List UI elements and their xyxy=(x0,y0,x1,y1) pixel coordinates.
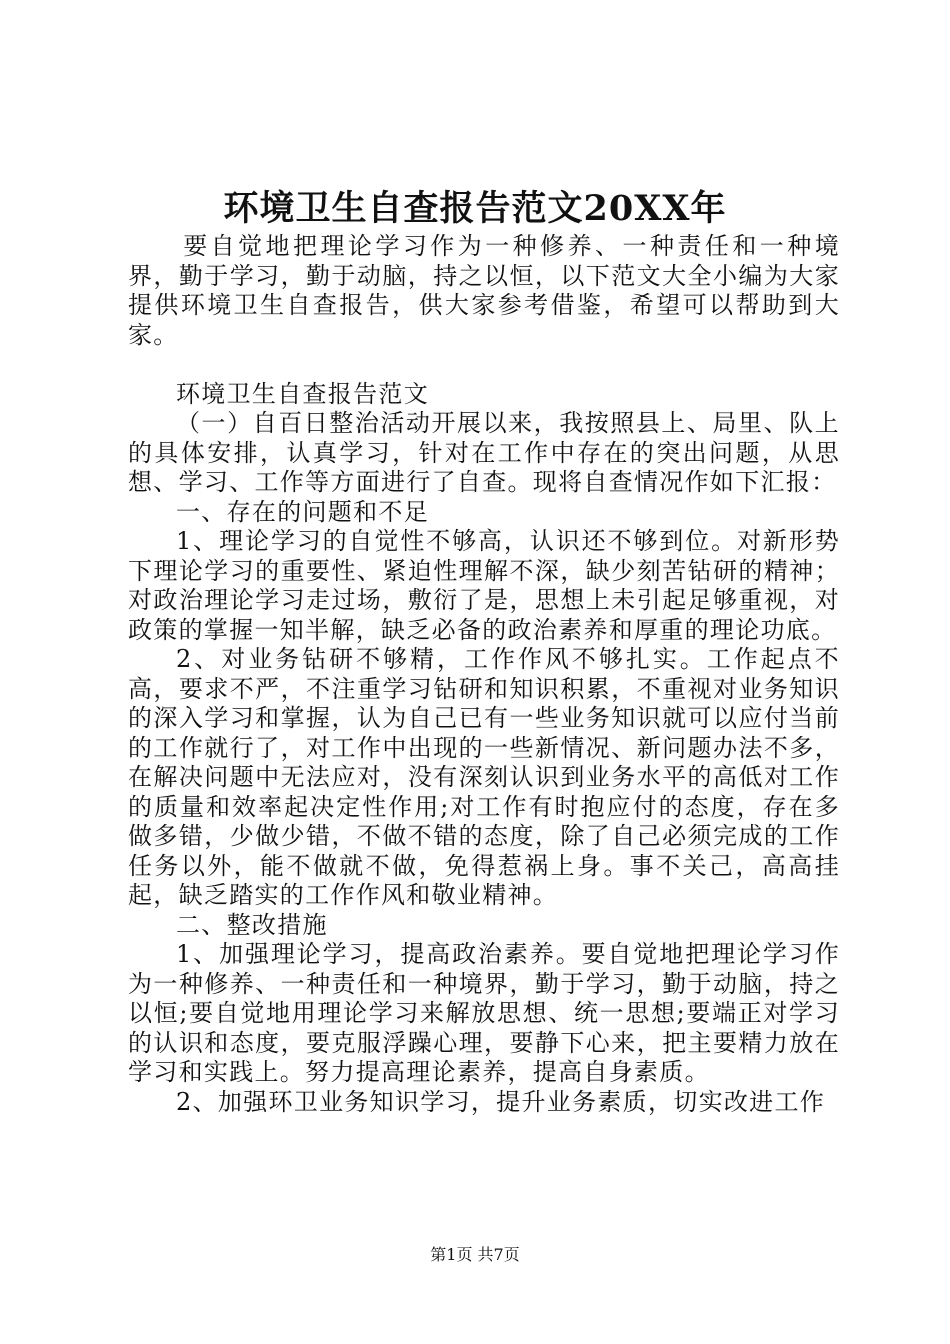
document-title: 环境卫生自查报告范文20XX年 xyxy=(223,188,727,229)
document-body xyxy=(128,232,840,1117)
section-heading-measures: 二、整改措施 xyxy=(176,910,328,939)
section-heading-problems: 一、存在的问题和不足 xyxy=(176,497,429,526)
intro-paragraph: 要自觉地把理论学习作为一种修养、一种责任和一种境界，勤于学习，勤于动脑，持之以恒，以下范文大全小编为大家提供环境卫生自查报告，供大家参考借鉴，希望可以帮助到大家。 xyxy=(128,232,840,349)
paragraph-measure-1: 1、加强理论学习，提高政治素养。要自觉地把理论学习作为一种修养、一种责任和一种境界，勤于学习，勤于动脑，持之以恒;要自觉地用理论学习来解放思想、统一思想;要端正对学习的认识和态度，要克服浮躁心理，要静下心来，把主要精力放在学习和实践上。努力提高理论素养，提高自身素质。 xyxy=(128,940,840,1086)
paragraph-1: （一）自百日整治活动开展以来，我按照县上、局里、队上的具体安排，认真学习，针对在工作中存在的突出问题，从思想、学习、工作等方面进行了自查。现将自查情况作如下汇报： xyxy=(128,409,840,496)
paragraph-problem-1: 1、理论学习的自觉性不够高，认识还不够到位。对新形势下理论学习的重要性、紧迫性理解不深，缺少刻苦钻研的精神；对政治理论学习走过场，敷衍了是，思想上未引起足够重视，对政策的掌握一知半解，缺乏必备的政治素养和厚重的理论功底。 xyxy=(128,527,840,644)
paragraph-measure-2: 2、加强环卫业务知识学习，提升业务素质，切实改进工作 xyxy=(176,1087,826,1116)
report-subtitle: 环境卫生自查报告范文 xyxy=(176,379,429,408)
page-footer: 第1页 共7页 xyxy=(430,1245,520,1264)
paragraph-problem-2: 2、对业务钻研不够精，工作作风不够扎实。工作起点不高，要求不严，不注重学习钻研和知识积累，不重视对业务知识的深入学习和掌握，认为自己已有一些业务知识就可以应付当前的工作就行了，对工作中出现的一些新情况、新问题办法不多，在解决问题中无法应对，没有深刻认识到业务水平的高低对工作的质量和效率起决定性作用;对工作有时抱应付的态度，存在多做多错，少做少错，不做不错的态度，除了自己必须完成的工作任务以外，能不做就不做，免得惹祸上身。事不关己，高高挂起，缺乏踏实的工作作风和敬业精神。 xyxy=(128,645,840,909)
